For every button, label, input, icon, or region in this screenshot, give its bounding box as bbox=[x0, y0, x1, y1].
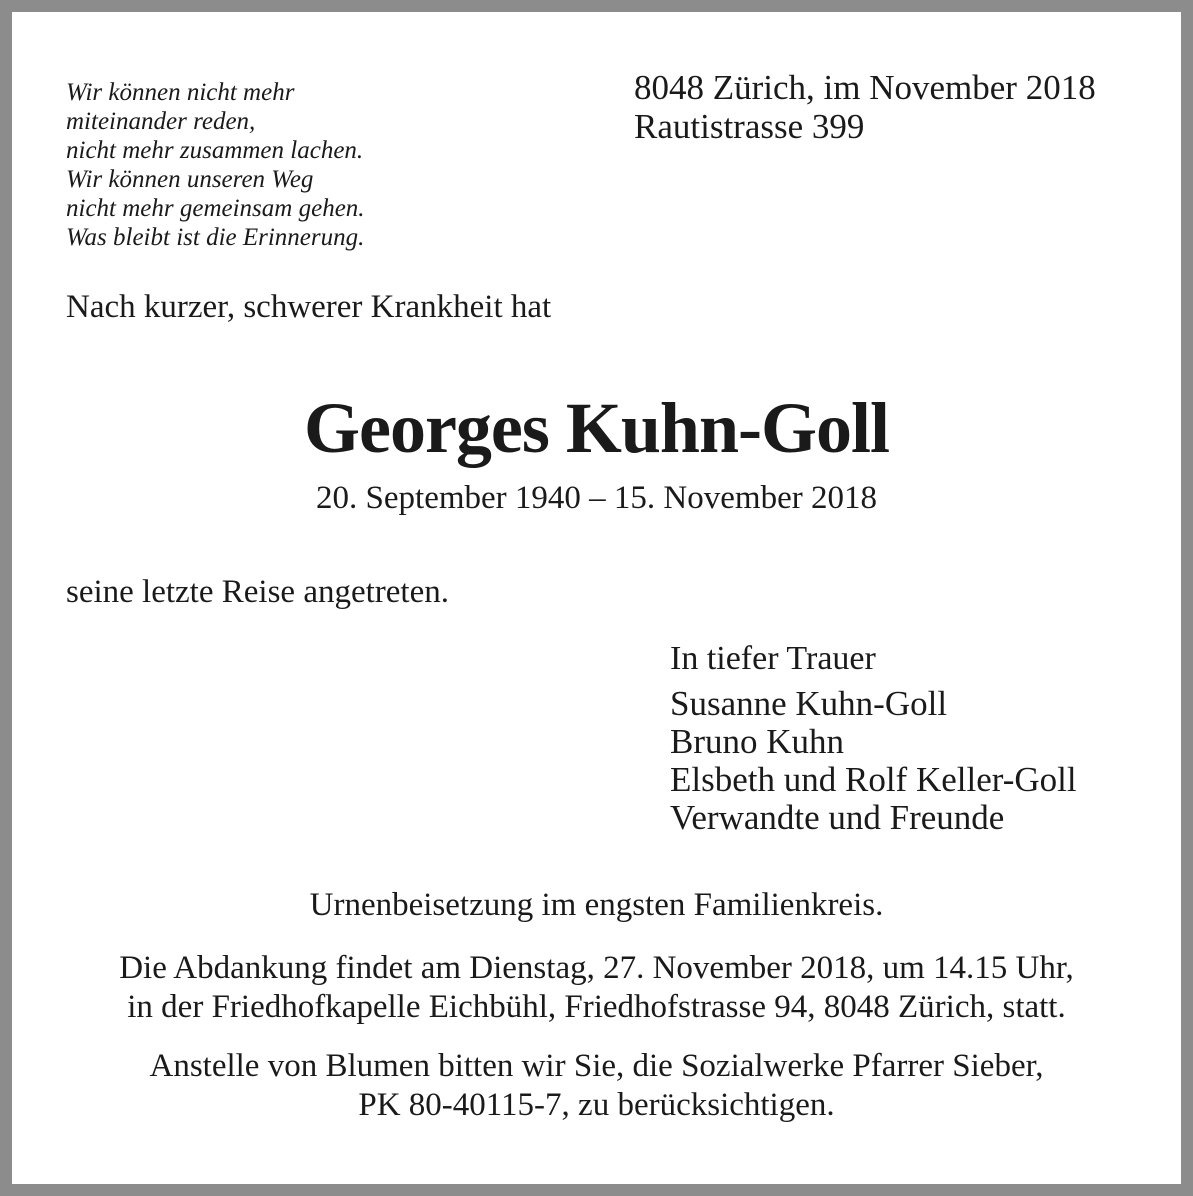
donation-line: Anstelle von Blumen bitten wir Sie, die Sozialwerke Pfarrer Sieber, bbox=[149, 1048, 1044, 1084]
life-dates: 20. September 1940 – 15. November 2018 bbox=[316, 480, 877, 516]
address-city-date: 8048 Zürich, im November 2018 bbox=[634, 68, 1096, 107]
mourner-name: Elsbeth und Rolf Keller-Goll bbox=[670, 760, 1077, 799]
poem-line: nicht mehr zusammen lachen. bbox=[66, 137, 364, 164]
poem-line: nicht mehr gemeinsam gehen. bbox=[66, 195, 365, 222]
deceased-name: Georges Kuhn-Goll bbox=[303, 388, 889, 468]
intro-text: Nach kurzer, schwerer Krankheit hat bbox=[66, 289, 552, 325]
address-block bbox=[634, 68, 1096, 146]
donation-request bbox=[12, 1047, 1181, 1125]
mourning-heading: In tiefer Trauer bbox=[670, 640, 876, 677]
mourner-name: Bruno Kuhn bbox=[670, 722, 845, 761]
poem bbox=[66, 78, 365, 252]
mourner-name: Susanne Kuhn-Goll bbox=[670, 684, 948, 723]
obituary-notice bbox=[12, 12, 1181, 1184]
journey-text: seine letzte Reise angetreten. bbox=[66, 574, 449, 610]
poem-line: Was bleibt ist die Erinnerung. bbox=[66, 224, 365, 251]
mourners-list bbox=[670, 685, 1077, 837]
urn-burial-note: Urnenbeisetzung im engsten Familienkreis. bbox=[309, 887, 884, 923]
poem-line: miteinander reden, bbox=[66, 108, 256, 135]
mourner-name: Verwandte und Freunde bbox=[670, 798, 1005, 837]
poem-line: Wir können unseren Weg bbox=[66, 166, 314, 193]
funeral-service-info bbox=[12, 949, 1181, 1027]
poem-line: Wir können nicht mehr bbox=[66, 79, 295, 106]
service-line: in der Friedhofkapelle Eichbühl, Friedhofstrasse 94, 8048 Zürich, statt. bbox=[127, 989, 1066, 1025]
service-line: Die Abdankung findet am Dienstag, 27. November 2018, um 14.15 Uhr, bbox=[119, 950, 1074, 986]
donation-line: PK 80-40115-7, zu berücksichtigen. bbox=[358, 1087, 835, 1123]
address-street: Rautistrasse 399 bbox=[634, 107, 865, 146]
